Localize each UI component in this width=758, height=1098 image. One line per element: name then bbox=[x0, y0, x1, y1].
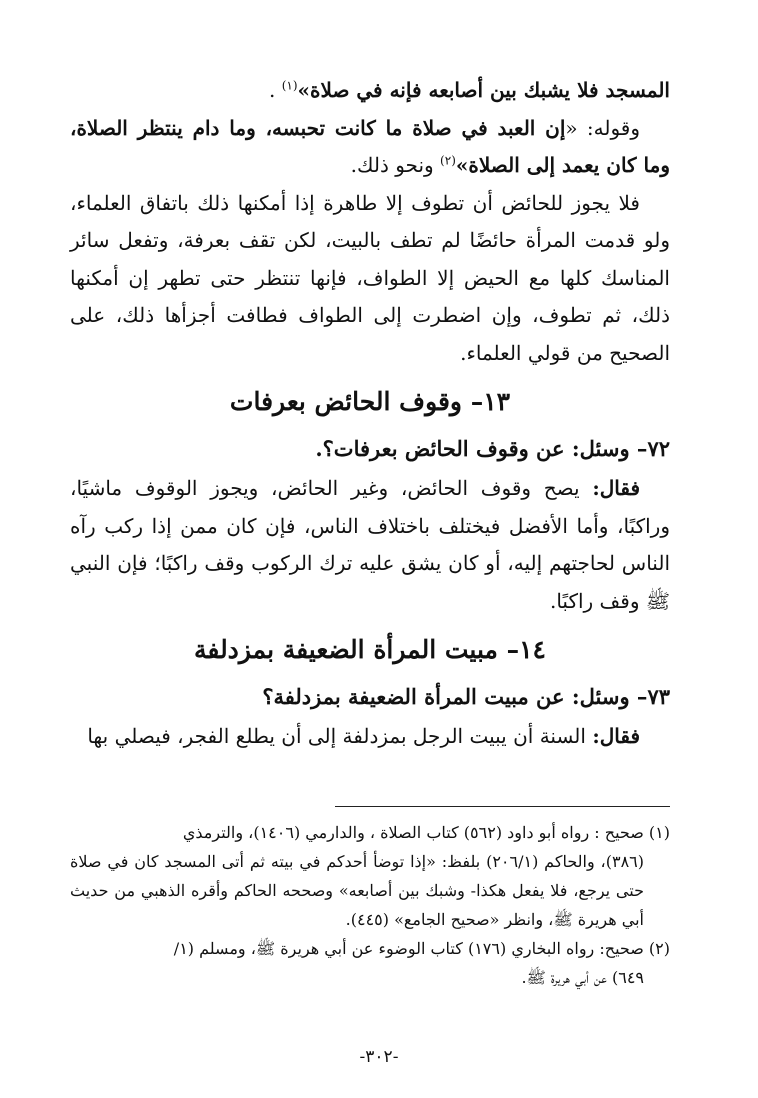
question-73: ٧٣– وسئل: عن مبيت المرأة الضعيفة بمزدلفة؟ bbox=[262, 684, 670, 709]
paragraph-2-end: ونحو ذلك. bbox=[350, 153, 441, 177]
answer-72-paragraph bbox=[70, 470, 670, 620]
answer-72-text: يصح وقوف الحائض، وغير الحائض، ويجوز الوقوف ماشيًا، وراكبًا، وأما الأفضل فيختلف باختلاف الناس، فإن كان ممن إذا ركب رآه الناس لحاجتهم إليه، أو كان يشق عليه ترك الركوب وقف راكبًا؛ فإن النبي ﷺ وقف راكبًا. bbox=[70, 476, 670, 613]
answer-72 bbox=[70, 470, 670, 620]
paragraph-2-intro: وقوله: « bbox=[565, 115, 640, 140]
section-heading-13: ١٣– وقوف الحائض بعرفات bbox=[229, 387, 511, 416]
footnote-1-first-line: (١) صحيح : رواه أبو داود (٥٦٢) كتاب الصلاة ، والدارمي (١٤٠٦)، والترمذي bbox=[182, 823, 670, 842]
section-heading-14: ١٤– مبيت المرأة الضعيفة بمزدلفة bbox=[194, 635, 546, 664]
answer-label: فقال: bbox=[592, 724, 640, 748]
page-body bbox=[70, 72, 670, 756]
answer-label: فقال: bbox=[592, 476, 640, 500]
quote-continuation: المسجد فلا يشبك بين أصابعه فإنه في صلاة» bbox=[297, 78, 670, 102]
footnotes bbox=[70, 818, 670, 992]
question-72: ٧٢– وسئل: عن وقوف الحائض بعرفات؟. bbox=[315, 436, 670, 461]
page-number: -٣٠٢- bbox=[359, 1047, 399, 1067]
answer-73-paragraph bbox=[70, 718, 670, 756]
footnote-divider bbox=[335, 806, 670, 807]
answer-73-text: السنة أن يبيت الرجل بمزدلفة إلى أن يطلع الفجر، فيصلي بها bbox=[87, 724, 593, 748]
footnote-1-continuation: (٣٨٦)، والحاكم (٢٠٦/١) بلفظ: «إذا توضأ أحدكم في بيته ثم أتى المسجد كان في صلاة حتى يرجع، فلا يفعل هكذا- وشبك بين أصابعه» وصححه الحاكم وأقره الذهبي من حديث أبي هريرة ﷺ، وانظر «صحيح الجامع» (٤٤٥). bbox=[70, 852, 644, 929]
paragraph-3: فلا يجوز للحائض أن تطوف إلا طاهرة إذا أمكنها ذلك باتفاق العلماء، ولو قدمت المرأة حائضًا لم تطف بالبيت، لكن تقف بعرفة، وتفعل سائر المناسك كلها مع الحيض إلا الطواف، فإنها تنتظر حتى تطهر إن أمكنها ذلك، ثم تطوف، وإن اضطرت إلى الطواف فطافت أجزأها ذلك، على الصحيح من قولي العلماء. bbox=[70, 190, 670, 365]
answer-73 bbox=[70, 718, 670, 756]
paragraph-1 bbox=[70, 72, 670, 110]
paragraph-1-end: . bbox=[268, 78, 282, 102]
footnote-2-first-line: (٢) صحيح: رواه البخاري (١٧٦) كتاب الوضوء عن أبي هريرة ﷺ، ومسلم (١/ bbox=[173, 939, 670, 958]
main-text bbox=[70, 72, 670, 372]
footnote-2-continuation: ٦٤٩) عن أبي هريرة ﷺ. bbox=[521, 968, 644, 987]
footnote-ref-2: (٢) bbox=[440, 153, 456, 168]
paragraph-2 bbox=[70, 110, 670, 185]
footnote-ref-1: (١) bbox=[281, 78, 298, 93]
hadith-quote: إن العبد في صلاة ما كانت تحبسه، وما دام ينتظر الصلاة، وما كان يعمد إلى الصلاة» bbox=[70, 115, 670, 177]
